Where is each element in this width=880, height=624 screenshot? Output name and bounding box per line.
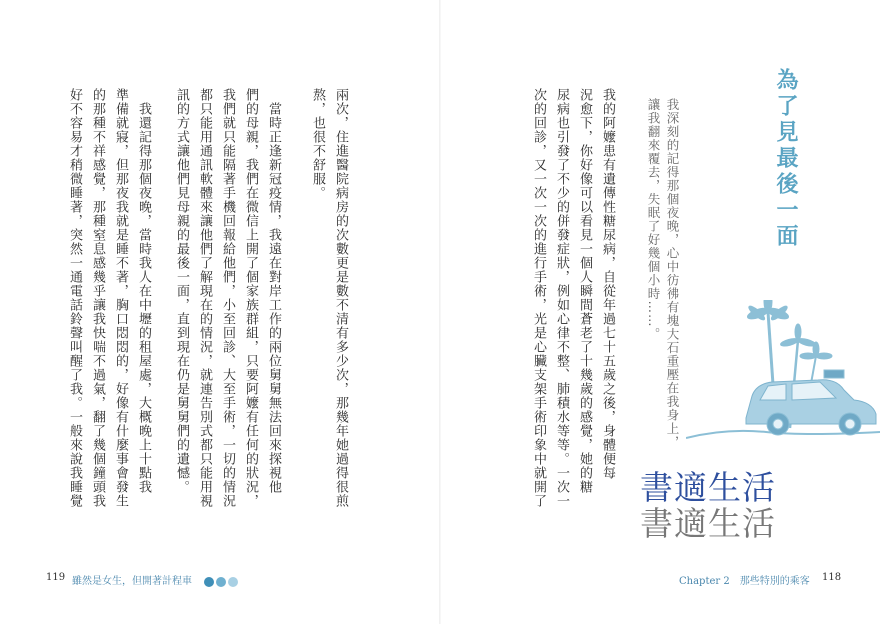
chapter-title: 為了見最後一面 bbox=[773, 68, 798, 250]
left-body-line: 訊的方式讓他們見母親的最後一面，直到現在仍是舅舅們的遺憾。 bbox=[174, 88, 189, 494]
left-body-line: 們的母親，我們在微信上開了個家族群組，只要阿嬤有任何的狀況， bbox=[243, 88, 258, 508]
subtitle-line-1: 我深刻的記得那個夜晚，心中彷彿有塊大石重壓在我身上， bbox=[665, 98, 680, 449]
left-body-line: 都只能用通訊軟體來讓他們了解現在的情況，就連告別式都只能用視 bbox=[197, 88, 212, 508]
left-body-line: 的那種不祥感覺，那種窒息感幾乎讓我快喘不過氣，翻了幾個鐘頭我 bbox=[90, 88, 105, 508]
subtitle-line-2: 讓我翻來覆去，失眠了好幾個小時……。 bbox=[646, 98, 661, 341]
left-body-line: 我還記得那個夜晚，當時我人在中壢的租屋處，大概晚上十點我 bbox=[136, 88, 151, 494]
left-body-line: 熬，也很不舒服。 bbox=[310, 88, 325, 200]
right-body-line: 次的回診，又一次一次的進行手術，光是心臟支架手術印象中就開了 bbox=[531, 88, 546, 508]
left-body-line: 我們就只能隔著手機回報給他們，小至回診、大至手術，一切的情況 bbox=[220, 88, 235, 508]
left-body-line: 兩次，住進醫院病房的次數更是數不清有多少次，那幾年她過得很煎 bbox=[333, 88, 348, 508]
brand-logo-blue: 書適生活 bbox=[640, 468, 776, 507]
left-body-line: 準備就寢，但那夜我就是睡不著，胸口悶悶的，好像有什麼事會發生 bbox=[113, 88, 128, 508]
left-body-line: 當時正逢新冠疫情，我遠在對岸工作的兩位舅舅無法回來探視他 bbox=[266, 88, 281, 494]
right-body-line: 況愈下，你好像可以看見一個人瞬間蒼老了十幾歲的感覺，她的糖 bbox=[577, 88, 592, 494]
footer-dots bbox=[204, 572, 240, 591]
page-number-left: 119 bbox=[46, 572, 66, 583]
brand-logo-gray: 書適生活 bbox=[640, 504, 776, 543]
footer-chapter: Chapter 2 那些特別的乘客 bbox=[679, 576, 810, 587]
right-body-line: 我的阿嬤患有遺傳性糖尿病，自從年過七十五歲之後，身體便每 bbox=[600, 88, 615, 480]
footer-dot bbox=[216, 577, 226, 587]
page-number-right: 118 bbox=[822, 572, 842, 583]
right-body-line: 尿病也引發了不少的併發症狀，例如心律不整、肺積水等等。一次一 bbox=[554, 88, 569, 508]
footer-dot bbox=[204, 577, 214, 587]
footer-dot bbox=[228, 577, 238, 587]
taxi-and-palm-trees-icon bbox=[686, 300, 880, 446]
left-body-line: 好不容易才稍微睡著，突然一通電話鈴聲叫醒了我。一般來說我睡覺 bbox=[67, 88, 82, 508]
page-gutter bbox=[439, 0, 441, 624]
footer-book-title: 雖然是女生，但開著計程車 bbox=[72, 576, 192, 587]
